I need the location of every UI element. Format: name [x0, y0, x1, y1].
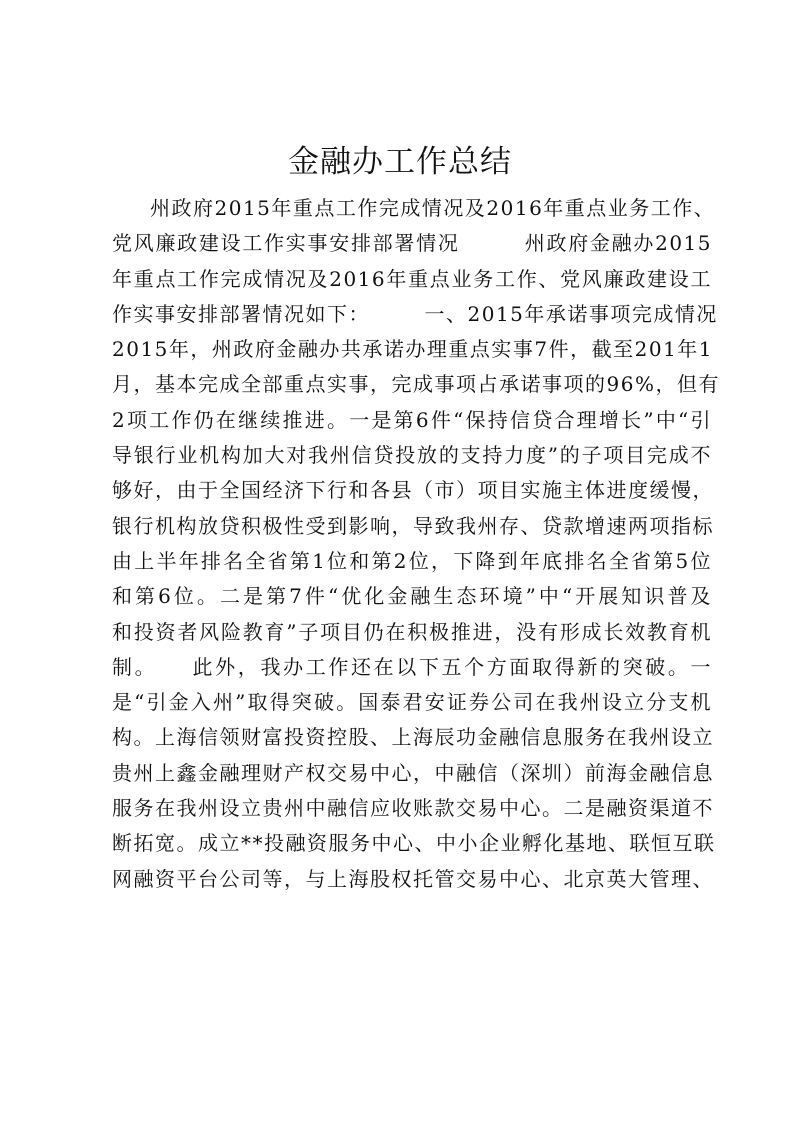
body-line: 月，基本完成全部重点实事，完成事项占承诺事项的96%，但有	[112, 372, 720, 397]
body-line: 作实事安排部署情况如下： 一、2015年承诺事项完成情况	[112, 301, 718, 326]
document-body	[112, 191, 720, 897]
body-line: 年重点工作完成情况及2016年重点业务工作、党风廉政建设工	[112, 266, 712, 291]
body-line: 银行机构放贷积极性受到影响，导致我州存、贷款增速两项指标	[112, 513, 714, 538]
body-line: 由上半年排名全省第1位和第2位，下降到年底排名全省第5位	[112, 548, 712, 573]
body-line: 够好，由于全国经济下行和各县（市）项目实施主体进度缓慢，	[112, 478, 714, 503]
body-line: 和投资者风险教育”子项目仍在积极推进，没有形成长效教育机	[112, 619, 712, 644]
body-line: 是“引金入州”取得突破。国泰君安证券公司在我州设立分支机	[112, 690, 712, 715]
body-line: 2015年，州政府金融办共承诺办理重点实事7件，截至201年1	[112, 337, 714, 362]
body-line: 党风廉政建设工作实事安排部署情况 州政府金融办2015	[112, 231, 712, 256]
document-title: 金融办工作总结	[288, 144, 512, 180]
body-line: 州政府2015年重点工作完成情况及2016年重点业务工作、	[150, 196, 716, 220]
body-line: 制。 此外，我办工作还在以下五个方面取得新的突破。一	[112, 654, 712, 679]
body-line: 断拓宽。成立**投融资服务中心、中小企业孵化基地、联恒互联	[112, 831, 716, 856]
body-line: 导银行业机构加大对我州信贷投放的支持力度”的子项目完成不	[112, 443, 712, 468]
body-line: 和第6位。二是第7件“优化金融生态环境”中“开展知识普及	[112, 584, 712, 609]
body-line: 贵州上鑫金融理财产权交易中心，中融信（深圳）前海金融信息	[112, 760, 714, 785]
body-line: 构。上海信领财富投资控股、上海辰功金融信息服务在我州设立	[112, 725, 714, 750]
body-line: 服务在我州设立贵州中融信应收账款交易中心。二是融资渠道不	[112, 796, 714, 821]
body-line: 2项工作仍在继续推进。一是第6件“保持信贷合理增长”中“引	[112, 407, 712, 432]
body-line: 网融资平台公司等，与上海股权托管交易中心、北京英大管理、	[112, 866, 714, 891]
